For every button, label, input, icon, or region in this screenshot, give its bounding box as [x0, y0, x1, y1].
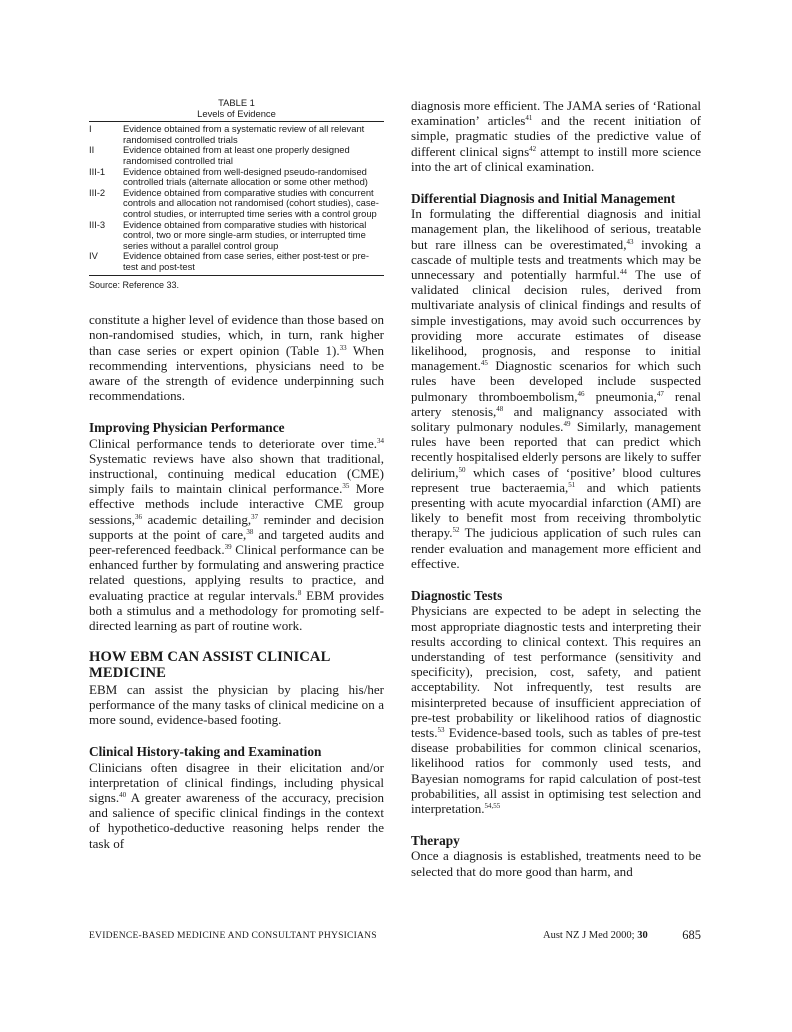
- spacer: [411, 816, 701, 833]
- paragraph-diagnostic-tests: Physicians are expected to be adept in selecting the most appropriate diagnostic tests and interpreting their results according to clinical context. This requires an understanding of test performance (sensitivity and specificity), precision, cost, safety, and patient acceptability. Not infrequently, test results are misinterpreted because of insufficient appreciation of pre-test probability or likelihood ratios of diagnostic tests.$^{53}$ Evidence-based tools, such as tables of pre-test disease probabilities for common clinical scenarios, likelihood ratios for commonly used tests, and Bayesian nomograms for rapid calculation of post-test probabilities, all assist in optimising test selection and interpretation.$^{54,55}$: [411, 603, 701, 816]
- table-level: II: [89, 144, 95, 156]
- citation: 44: [619, 268, 627, 277]
- citation: 37: [251, 512, 259, 521]
- citation: 46: [577, 389, 585, 398]
- citation: 42: [529, 144, 537, 153]
- table-label: TABLE 1: [218, 97, 255, 108]
- table-description: Evidence obtained from well-designed pseudo-randomised controlled trials (alternate allocation or some other method): [123, 165, 368, 188]
- spacer: [89, 727, 384, 744]
- table-bottom-rule: [89, 275, 384, 276]
- spacer: [89, 403, 384, 420]
- table-title: Levels of Evidence: [197, 107, 276, 119]
- levels-of-evidence-table: [89, 98, 384, 290]
- table-level: I: [89, 123, 92, 135]
- running-footer-title: EVIDENCE-BASED MEDICINE AND CONSULTANT PHYSICIANS: [89, 930, 377, 941]
- table-level: III-3: [89, 218, 106, 230]
- citation: 34: [377, 436, 384, 445]
- table-description: Evidence obtained from at least one properly designed randomised controlled trial: [123, 144, 350, 166]
- citation: 48: [496, 404, 504, 413]
- table-level: III-1: [89, 165, 106, 177]
- table-row: [89, 145, 384, 166]
- journal-citation: Aust NZ J Med 2000; 30: [543, 930, 648, 941]
- citation: 33: [339, 343, 347, 352]
- table-description: Evidence obtained from a systematic review of all relevant randomised controlled trials: [123, 123, 365, 145]
- table-row: [89, 124, 384, 145]
- heading-clinical-history-taking: Clinical History-taking and Examination: [89, 744, 322, 760]
- citation: 52: [452, 526, 460, 535]
- citation: 54,55: [484, 801, 501, 810]
- paragraph-differential-diagnosis: In formulating the differential diagnosis and initial management plan, the likelihood of serious, treatable but rare illness can be overestimated,$^{43}$ invoking a cascade of multiple tests and treatments which may be unnecessary and potentially harmful.$^{44}$ The use of validated clinical decision rules, derived from multivariate analysis of clinical findings and results of simple investigations, may avoid such occurrences by providing more accurate estimates of disease likelihood, prognosis, and response to initial management.$^{45}$ Diagnostic scenarios for which such rules have been developed include suspected pulmonary thromboembolism,$^{46}$ pneumonia,$^{47}$ renal artery stenosis,$^{48}$ and malignancy associated with solitary pulmonary nodules.$^{49}$ Similarly, management rules have been reported that can predict which recently hospitalised elderly persons are likely to suffer delirium,$^{50}$ which cases of ‘positive’ blood cultures represent true bacteraemia,$^{51}$ and which patients presenting with acute myocardial infarction (AMI) are likely to benefit most from receiving thrombolytic therapy.$^{52}$ The judicious application of such rules can render evaluation and management more efficient and effective.: [411, 206, 701, 571]
- spacer: [411, 174, 701, 191]
- table-description: Evidence obtained from comparative studies with historical control, two or more single-arm studies, or interrupted time series without a parallel control group: [123, 218, 367, 251]
- citation: 8: [297, 588, 302, 597]
- page-footer: [89, 928, 701, 942]
- table-caption: [89, 98, 384, 119]
- citation: 51: [568, 480, 576, 489]
- table-level: IV: [89, 250, 98, 262]
- citation: 41: [525, 114, 533, 123]
- table-body: [89, 122, 384, 274]
- table-row: [89, 188, 384, 220]
- table-row: [89, 167, 384, 188]
- table-level: III-2: [89, 186, 106, 198]
- right-column: [411, 98, 701, 879]
- citation: 43: [626, 237, 634, 246]
- spacer: [89, 290, 384, 312]
- citation: 45: [480, 359, 488, 368]
- table-description: Evidence obtained from case series, either post-test or pre-test and post-test: [123, 250, 369, 272]
- table-description: Evidence obtained from comparative studies with concurrent controls and allocation not randomised (cohort studies), case-control studies, or interrupted time series with a control group: [123, 186, 379, 219]
- page-number: 685: [682, 928, 701, 942]
- citation: 47: [656, 389, 664, 398]
- table-source: Source: Reference 33.: [89, 279, 180, 290]
- heading-diagnostic-tests: Diagnostic Tests: [411, 588, 503, 604]
- heading-how-ebm-can-assist: HOW EBM CAN ASSIST CLINICAL MEDICINE: [89, 649, 330, 681]
- citation: 50: [458, 465, 466, 474]
- heading-differential-diagnosis: Differential Diagnosis and Initial Management: [411, 191, 676, 207]
- paragraph-rational-examination: diagnosis more efficient. The JAMA series of ‘Rational examination’ articles$^{41}$ and the recent initiation of simple, pragmatic studies of the predictive value of different clinical signs$^{42}$ attempt to instill more science into the art of clinical examination.: [411, 98, 701, 174]
- paragraph-clinical-history: Clinicians often disagree in their elicitation and/or interpretation of clinical findings, including physical signs.$^{40}$ A greater awareness of the accuracy, precision and salience of specific clinical findings in the context of hypothetico-deductive reasoning helps render the task of: [89, 759, 384, 851]
- heading-improving-physician-performance: Improving Physician Performance: [89, 420, 285, 436]
- paragraph-evidence-ranking: constitute a higher level of evidence than those based on non-randomised studies, which, in turn, rank higher than case series or expert opinion (Table 1).$^{33}$ When recommending interventions, physicians need to be aware of the strength of evidence underpinning such recommendations.: [89, 312, 384, 404]
- citation: 49: [563, 420, 571, 429]
- citation: 35: [342, 482, 350, 491]
- citation: 53: [437, 725, 445, 734]
- citation: 38: [246, 527, 254, 536]
- paragraph-how-ebm-assists: EBM can assist the physician by placing his/her performance of the many tasks of clinical medicine on a more sound, evidence-based footing.: [89, 681, 384, 728]
- paragraph-therapy: Once a diagnosis is established, treatments need to be selected that do more good than harm, and: [411, 848, 701, 879]
- citation: 39: [224, 542, 232, 551]
- spacer: [411, 571, 701, 588]
- table-row: [89, 220, 384, 252]
- journal-volume: 30: [637, 930, 648, 941]
- citation: 40: [119, 790, 127, 799]
- paragraph-improving-performance: Clinical performance tends to deteriorate over time.$^{34}$ Systematic reviews have also shown that traditional, instructional, continuing medical education (CME) simply fails to maintain clinical performance.$^{35}$ More effective methods include interactive CME group sessions,$^{36}$ academic detailing,$^{37}$ reminder and decision supports at the point of care,$^{38}$ and targeted audits and peer-referenced feedback.$^{39}$ Clinical performance can be enhanced further by formulating and answering practice related questions, applying results to practice, and evaluating practice at regular intervals.$^8$ EBM provides both a stimulus and a methodology for promoting self-directed learning as part of routine work.: [89, 435, 385, 633]
- spacer: [89, 633, 384, 650]
- left-column: [89, 98, 384, 851]
- heading-therapy: Therapy: [411, 833, 460, 849]
- citation: 36: [135, 512, 143, 521]
- table-row: [89, 251, 384, 272]
